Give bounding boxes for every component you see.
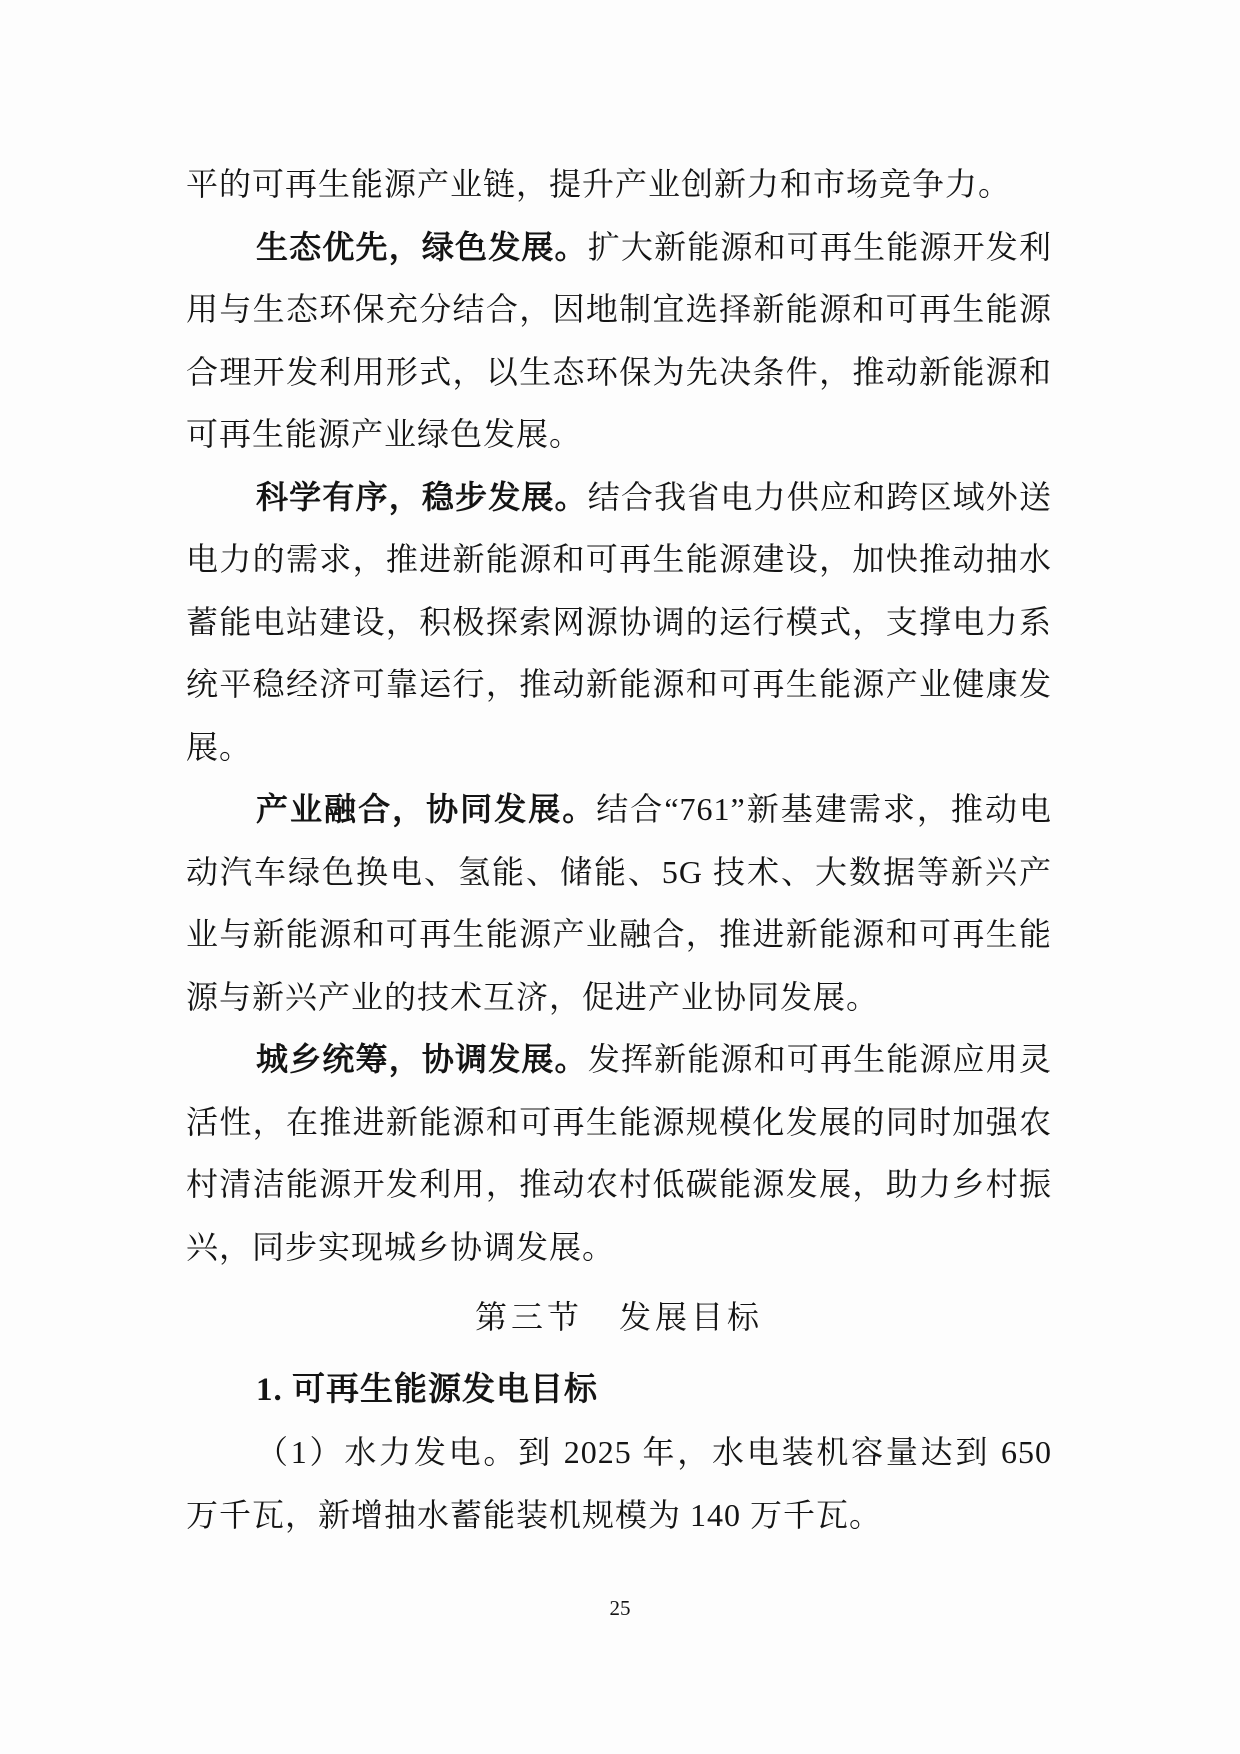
paragraph-lead-emphasis: 科学有序，稳步发展。 bbox=[256, 478, 588, 515]
paragraph-text: 发挥新能源和可再生能源应用灵活性，在推进新能源和可再生能源规模化发展的同时加强农村清洁能源开发利用，推动农村低碳能源发展，助力乡村振兴，同步实现城乡协调发展。 bbox=[186, 1041, 1052, 1265]
body-paragraph bbox=[186, 1421, 1052, 1546]
subsection-heading: 1. 可再生能源发电目标 bbox=[256, 1371, 598, 1408]
paragraph-lead-emphasis: 生态优先，绿色发展。 bbox=[256, 228, 588, 265]
page-content bbox=[186, 153, 1052, 1546]
body-paragraph-continuation bbox=[186, 153, 1052, 216]
paragraph-text: 扩大新能源和可再生能源开发利用与生态环保充分结合，因地制宜选择新能源和可再生能源合理开发利用形式，以生态环保为先决条件，推动新能源和可再生能源产业绿色发展。 bbox=[186, 228, 1052, 452]
paragraph-text: 结合我省电力供应和跨区域外送电力的需求，推进新能源和可再生能源建设，加快推动抽水蓄能电站建设，积极探索网源协调的运行模式，支撑电力系统平稳经济可靠运行，推动新能源和可再生能源产业健康发展。 bbox=[186, 478, 1052, 765]
paragraph-text: 平的可再生能源产业链，提升产业创新力和市场竞争力。 bbox=[186, 166, 1012, 202]
body-paragraph bbox=[186, 778, 1052, 1028]
paragraph-lead-emphasis: 城乡统筹，协调发展。 bbox=[256, 1041, 588, 1077]
paragraph-lead-emphasis: 产业融合，协同发展。 bbox=[256, 791, 597, 827]
body-paragraph bbox=[186, 216, 1052, 466]
page-number: 25 bbox=[609, 1596, 631, 1620]
paragraph-text: （1）水力发电。到 2025 年，水电装机容量达到 650 万千瓦，新增抽水蓄能装机规模为 140 万千瓦。 bbox=[186, 1434, 1052, 1533]
body-paragraph bbox=[186, 466, 1052, 779]
body-paragraph bbox=[186, 1028, 1052, 1278]
section-heading: 第三节 发展目标 bbox=[474, 1299, 763, 1335]
paragraph-text: 结合“761”新基建需求，推动电动汽车绿色换电、氢能、储能、5G 技术、大数据等新兴产业与新能源和可再生能源产业融合，推进新能源和可再生能源与新兴产业的技术互济，促进产业协同发展。 bbox=[186, 791, 1052, 1015]
